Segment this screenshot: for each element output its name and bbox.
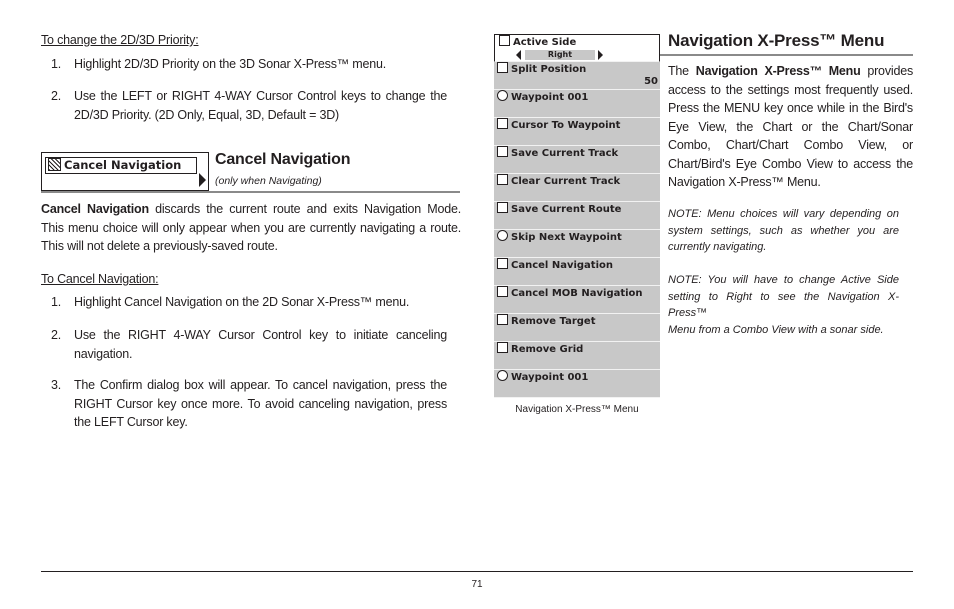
cancel-navigation-menu-item bbox=[45, 157, 197, 174]
remove-target-icon bbox=[497, 314, 508, 325]
footer-rule bbox=[41, 571, 913, 572]
menu-item[interactable] bbox=[494, 314, 660, 342]
menu-item-label: Cancel MOB Navigation bbox=[511, 288, 643, 299]
navigation-xpress-description bbox=[668, 62, 913, 192]
note-text: setting to Right to see the Navigation X-Press™ bbox=[668, 290, 899, 319]
note-line bbox=[668, 223, 899, 240]
cancel-navigation-icon bbox=[497, 258, 508, 269]
page-number: 71 bbox=[471, 579, 483, 590]
menu-item-label: Save Current Route bbox=[511, 204, 622, 215]
step-number: 1. bbox=[51, 57, 62, 71]
step-number: 2. bbox=[51, 328, 62, 342]
note-line bbox=[668, 272, 899, 289]
paragraph-line bbox=[668, 136, 913, 155]
cancel-navigation-box-label: Cancel Navigation bbox=[64, 158, 182, 172]
save-route-icon bbox=[497, 202, 508, 213]
right-arrow-icon bbox=[598, 50, 603, 60]
menu-item-label: Cancel Navigation bbox=[511, 260, 613, 271]
step-line: Use the RIGHT 4-WAY Cursor Control key to initiate canceling bbox=[74, 328, 447, 342]
paragraph-text: Chart/Bird's Eye Combo View to access the bbox=[668, 156, 913, 171]
step-line: 2D/3D Priority. (2D Only, Equal, 3D, Default = 3D) bbox=[74, 107, 339, 122]
note-line bbox=[668, 239, 899, 256]
menu-caption: Navigation X-Press™ Menu bbox=[515, 404, 639, 415]
paragraph-text: Press the MENU key once while in the Bird's bbox=[668, 101, 913, 115]
cancel-mob-icon bbox=[497, 286, 508, 297]
menu-item-label: Save Current Track bbox=[511, 148, 619, 159]
menu-item-label: Remove Grid bbox=[511, 344, 584, 355]
menu-item-label: Skip Next Waypoint bbox=[511, 232, 622, 243]
step-line: Highlight 2D/3D Priority on the 3D Sonar X-Press™ menu. bbox=[74, 57, 387, 71]
paragraph-line bbox=[41, 200, 461, 219]
paragraph-text: Navigation X-Press™ Menu bbox=[695, 64, 861, 78]
priority-heading: To change the 2D/3D Priority: bbox=[41, 33, 199, 47]
menu-item[interactable] bbox=[494, 258, 660, 286]
clear-track-icon bbox=[497, 174, 508, 185]
paragraph-line: This will not delete a previously-saved route. bbox=[41, 239, 278, 253]
menu-item[interactable] bbox=[494, 174, 660, 202]
step-text bbox=[74, 376, 447, 432]
waypoint-icon bbox=[497, 370, 508, 381]
paragraph-text: Navigation X-Press™ Menu. bbox=[668, 175, 821, 189]
step-text bbox=[74, 326, 447, 363]
cancel-navigation-description bbox=[41, 200, 461, 256]
step-line: Highlight Cancel Navigation on the 2D Sonar X-Press™ menu. bbox=[74, 295, 410, 309]
menu-item[interactable] bbox=[494, 62, 660, 90]
right-arrow-icon bbox=[199, 173, 206, 187]
step-text bbox=[74, 55, 447, 74]
step-text bbox=[74, 293, 447, 312]
cancel-navigation-term: Cancel Navigation bbox=[41, 202, 149, 216]
note-label: NOTE: bbox=[668, 208, 702, 220]
menu-item[interactable] bbox=[494, 202, 660, 230]
paragraph-line bbox=[668, 173, 913, 192]
menu-item-label: Cursor To Waypoint bbox=[511, 120, 621, 131]
paragraph-text: The bbox=[668, 64, 696, 78]
step-line: The Confirm dialog box will appear. To cancel navigation, press the bbox=[74, 378, 447, 392]
waypoint-icon bbox=[497, 90, 508, 101]
note-line bbox=[668, 322, 899, 339]
menu-item-label: Remove Target bbox=[511, 316, 596, 327]
menu-item-label: Split Position bbox=[511, 64, 587, 75]
paragraph-text: access to the settings most frequently used. bbox=[668, 82, 913, 97]
step-line: the LEFT Cursor key. bbox=[74, 415, 188, 429]
paragraph-line bbox=[668, 81, 913, 100]
active-side-icon bbox=[499, 35, 510, 46]
menu-item[interactable] bbox=[494, 342, 660, 370]
menu-item[interactable] bbox=[494, 370, 660, 398]
note-line bbox=[668, 206, 899, 223]
navigation-xpress-title: Navigation X-Press™ Menu bbox=[668, 31, 885, 50]
note-active-side bbox=[668, 272, 899, 338]
paragraph-line bbox=[668, 118, 913, 137]
paragraph-line bbox=[668, 99, 913, 118]
note-menu-choices bbox=[668, 206, 899, 256]
note-text: You will have to change Active Side bbox=[701, 274, 899, 286]
note-label: NOTE: bbox=[668, 274, 702, 286]
skip-waypoint-icon bbox=[497, 230, 508, 241]
cancel-navigation-title: Cancel Navigation bbox=[215, 151, 351, 168]
active-side-value: Right bbox=[525, 50, 595, 60]
cancel-navigation-subtitle: (only when Navigating) bbox=[215, 175, 322, 187]
cursor-icon bbox=[497, 118, 508, 129]
note-text: system settings, such as whether you are bbox=[668, 224, 899, 237]
remove-grid-icon bbox=[497, 342, 508, 353]
paragraph-text: Eye View, the Chart or the Chart/Sonar bbox=[668, 119, 913, 134]
menu-item-label: Waypoint 001 bbox=[511, 372, 589, 383]
menu-item-label: Clear Current Track bbox=[511, 176, 621, 187]
menu-item[interactable] bbox=[494, 146, 660, 174]
step-line: RIGHT Cursor key once more. To avoid canceling navigation, press bbox=[74, 396, 447, 411]
cancel-navigation-icon bbox=[48, 158, 61, 171]
active-side-item bbox=[494, 34, 660, 62]
navigation-xpress-menu bbox=[494, 34, 660, 399]
menu-item-label: Waypoint 001 bbox=[511, 92, 589, 103]
paragraph-line bbox=[668, 155, 913, 174]
menu-item[interactable] bbox=[494, 118, 660, 146]
step-line: navigation. bbox=[74, 346, 133, 361]
step-text bbox=[74, 87, 447, 124]
paragraph-line: This menu choice will only appear when you are currently navigating a route. bbox=[41, 220, 461, 235]
paragraph-text: discards the current route and exits Navigation Mode. bbox=[148, 202, 461, 216]
split-position-icon bbox=[497, 62, 508, 73]
active-side-label: Active Side bbox=[513, 37, 577, 48]
step-number: 1. bbox=[51, 295, 62, 309]
note-text: currently navigating. bbox=[668, 241, 767, 253]
menu-item[interactable] bbox=[494, 90, 660, 118]
right-divider bbox=[660, 54, 913, 56]
section-divider bbox=[41, 191, 460, 193]
left-arrow-icon bbox=[516, 50, 521, 60]
cancel-navigation-menu-box bbox=[41, 152, 209, 191]
paragraph-text: provides bbox=[860, 64, 913, 78]
step-number: 2. bbox=[51, 89, 62, 103]
step-line: Use the LEFT or RIGHT 4-WAY Cursor Control keys to change the bbox=[74, 89, 447, 103]
menu-item-value: 50 bbox=[644, 76, 658, 87]
note-text: Menu choices will vary depending on bbox=[701, 208, 899, 220]
save-track-icon bbox=[497, 146, 508, 157]
to-cancel-heading: To Cancel Navigation: bbox=[41, 272, 159, 286]
menu-item[interactable] bbox=[494, 286, 660, 314]
note-text: Menu from a Combo View with a sonar side. bbox=[668, 323, 884, 336]
step-number: 3. bbox=[51, 378, 62, 392]
note-line bbox=[668, 289, 899, 322]
menu-item[interactable] bbox=[494, 230, 660, 258]
paragraph-line bbox=[668, 62, 913, 81]
paragraph-text: Combo, Chart/Chart Combo View, or bbox=[668, 138, 913, 152]
